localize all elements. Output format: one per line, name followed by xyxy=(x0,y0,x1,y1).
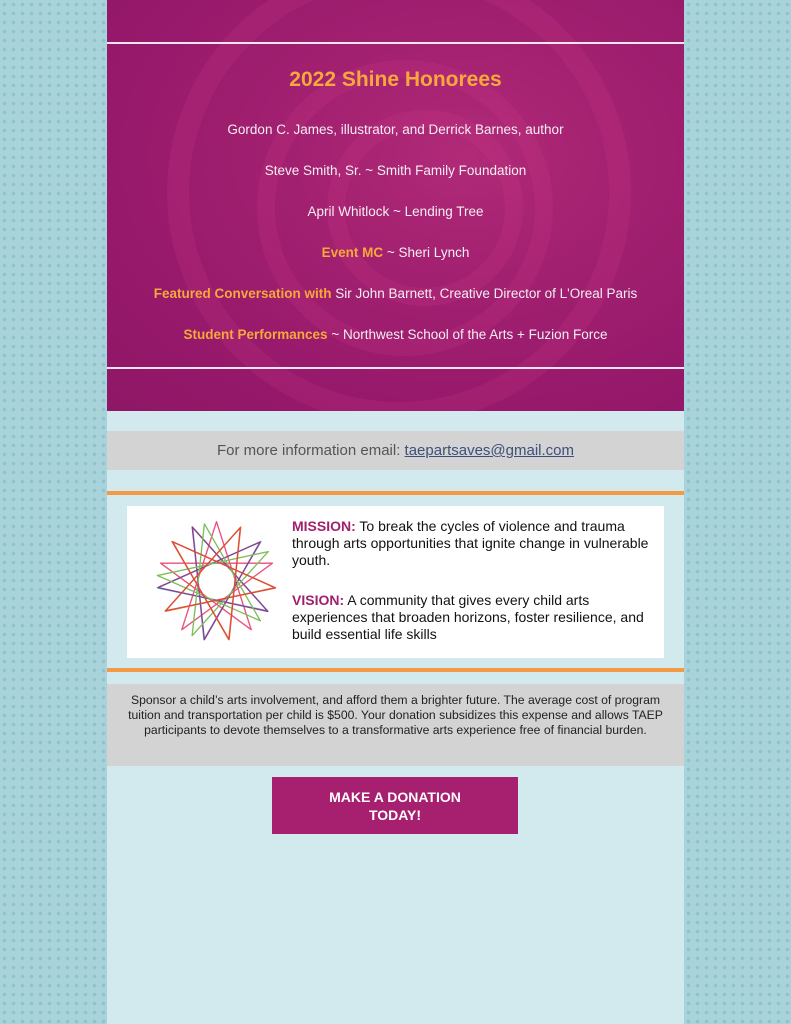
honoree-text: ~ Sheri Lynch xyxy=(383,245,470,260)
contact-email-link[interactable]: taepartsaves@gmail.com xyxy=(404,442,575,459)
star-polygon-logo-icon xyxy=(149,514,284,649)
honoree-line xyxy=(107,204,684,219)
contact-prefix: For more information email: xyxy=(216,442,405,459)
contact-info-bar xyxy=(107,431,684,470)
donate-label: MAKE A DONATION TODAY! xyxy=(329,788,461,823)
honoree-line xyxy=(107,163,684,178)
mission-vision-box xyxy=(127,506,664,658)
divider-line xyxy=(107,367,684,369)
honoree-text: April Whitlock ~ Lending Tree xyxy=(307,204,484,219)
orange-divider xyxy=(107,491,684,495)
newsletter-column xyxy=(107,0,684,1024)
honorees-title: 2022 Shine Honorees xyxy=(289,68,502,91)
mission-statement xyxy=(292,518,662,569)
honoree-line xyxy=(107,122,684,137)
vision-text: A community that gives every child arts experiences that broaden horizons, foster resilience, and build essential life skills xyxy=(292,592,644,642)
orange-divider xyxy=(107,668,684,672)
featured-conversation-line xyxy=(107,286,684,301)
mission-text: To break the cycles of violence and trauma through arts opportunities that ignite change in vulnerable youth. xyxy=(292,518,649,568)
divider-line xyxy=(107,42,684,44)
honoree-text: Steve Smith, Sr. ~ Smith Family Foundation xyxy=(264,163,527,178)
honoree-text: Sir John Barnett, Creative Director of L'Oreal Paris xyxy=(331,286,638,301)
make-donation-button[interactable] xyxy=(272,777,518,834)
student-performances-line xyxy=(107,327,684,342)
honoree-text: Gordon C. James, illustrator, and Derrick Barnes, author xyxy=(227,122,564,137)
event-mc-line xyxy=(107,245,684,260)
mission-label: MISSION: xyxy=(292,518,356,534)
honorees-banner xyxy=(107,0,684,411)
vision-statement xyxy=(292,592,662,643)
sponsor-text: Sponsor a child’s arts involvement, and afford them a brighter future. The average cost of program tuition and transportation per child is $500. Your donation subsidizes this expense and allows TAEP participants to devote themselves to a transformative arts experience free of financial burden. xyxy=(128,693,663,737)
sponsor-blurb xyxy=(107,684,684,766)
honoree-highlight: Student Performances xyxy=(183,327,328,342)
vision-label: VISION: xyxy=(292,592,345,608)
honoree-highlight: Featured Conversation with xyxy=(153,286,332,301)
honoree-highlight: Event MC xyxy=(321,245,384,260)
honoree-text: ~ Northwest School of the Arts + Fuzion Force xyxy=(327,327,608,342)
